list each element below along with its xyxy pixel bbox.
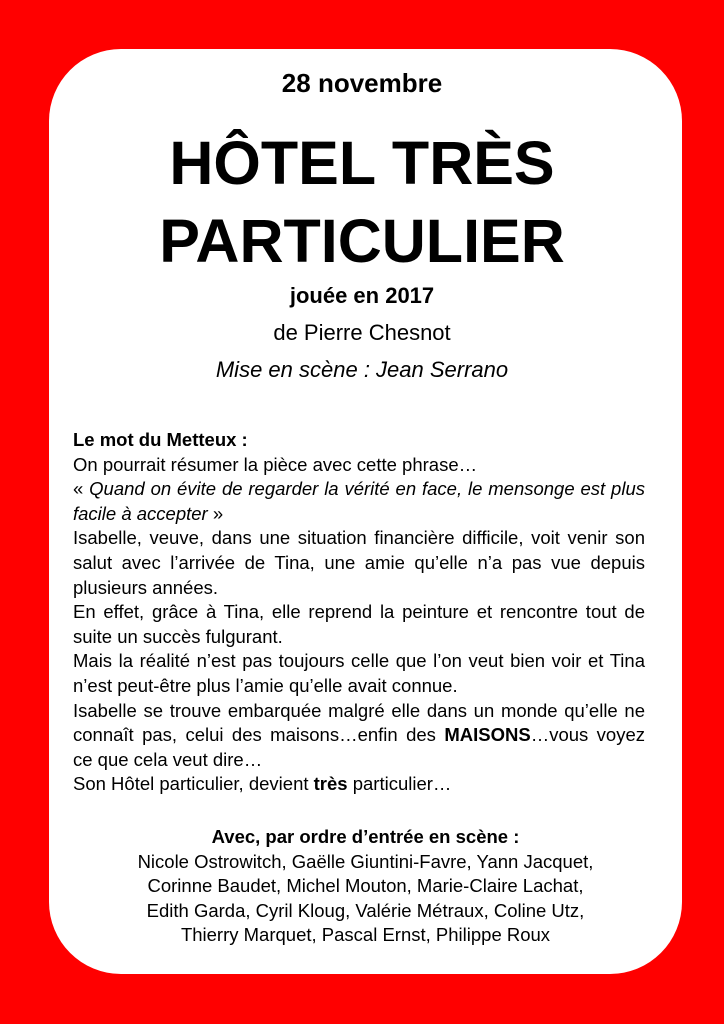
cast-line: Nicole Ostrowitch, Gaëlle Giuntini-Favre, Yann Jacquet, xyxy=(137,850,594,872)
director-note-heading: Le mot du Metteux : xyxy=(73,429,248,450)
play-title-line-2: PARTICULIER xyxy=(159,207,565,275)
director-note-paragraph: Mais la réalité n’est pas toujours celle que l’on veut bien voir et Tina n’est peut-être plus l’amie qu’elle avait connue. xyxy=(73,650,645,696)
stage-direction: Mise en scène : Jean Serrano xyxy=(215,357,509,382)
director-note xyxy=(73,428,645,797)
cast-line: Corinne Baudet, Michel Mouton, Marie-Claire Lachat, xyxy=(147,875,584,897)
tres-emphasis: très xyxy=(313,773,348,795)
played-year: jouée en 2017 xyxy=(289,283,435,308)
director-note-paragraph: En effet, grâce à Tina, elle reprend la peinture et rencontre tout de suite un succès fulgurant. xyxy=(73,601,645,647)
play-author: de Pierre Chesnot xyxy=(273,320,451,345)
play-title xyxy=(0,124,724,280)
director-note-intro: On pourrait résumer la pièce avec cette phrase… xyxy=(73,453,478,475)
director-note-quote: « Quand on évite de regarder la vérité en face, le mensonge est plus facile à accepter » xyxy=(73,478,645,524)
quote-text: Quand on évite de regarder la vérité en face, le mensonge est plus facile à accepter xyxy=(73,478,645,524)
director-note-paragraph: Isabelle se trouve embarquée malgré elle dans un monde qu’elle ne connaît pas, celui des maisons…enfin des MAISONS…vous voyez ce que cela veut dire… xyxy=(73,699,646,770)
cast-line: Thierry Marquet, Pascal Ernst, Philippe Roux xyxy=(180,924,551,946)
director-note-paragraph: Isabelle, veuve, dans une situation financière difficile, voit venir son salut avec l’arrivée de Tina, une amie qu’elle n’a pas vue depuis plusieurs années. xyxy=(73,527,645,598)
cast-line: Edith Garda, Cyril Kloug, Valérie Métraux, Coline Utz, xyxy=(146,899,585,921)
maisons-emphasis: MAISONS xyxy=(444,724,531,746)
play-title-line-1: HÔTEL TRÈS xyxy=(169,129,555,197)
cast-heading: Avec, par ordre d’entrée en scène : xyxy=(211,826,520,847)
director-note-paragraph: Son Hôtel particulier, devient très particulier… xyxy=(73,773,452,795)
cast-list xyxy=(49,825,682,948)
event-date: 28 novembre xyxy=(281,68,443,98)
